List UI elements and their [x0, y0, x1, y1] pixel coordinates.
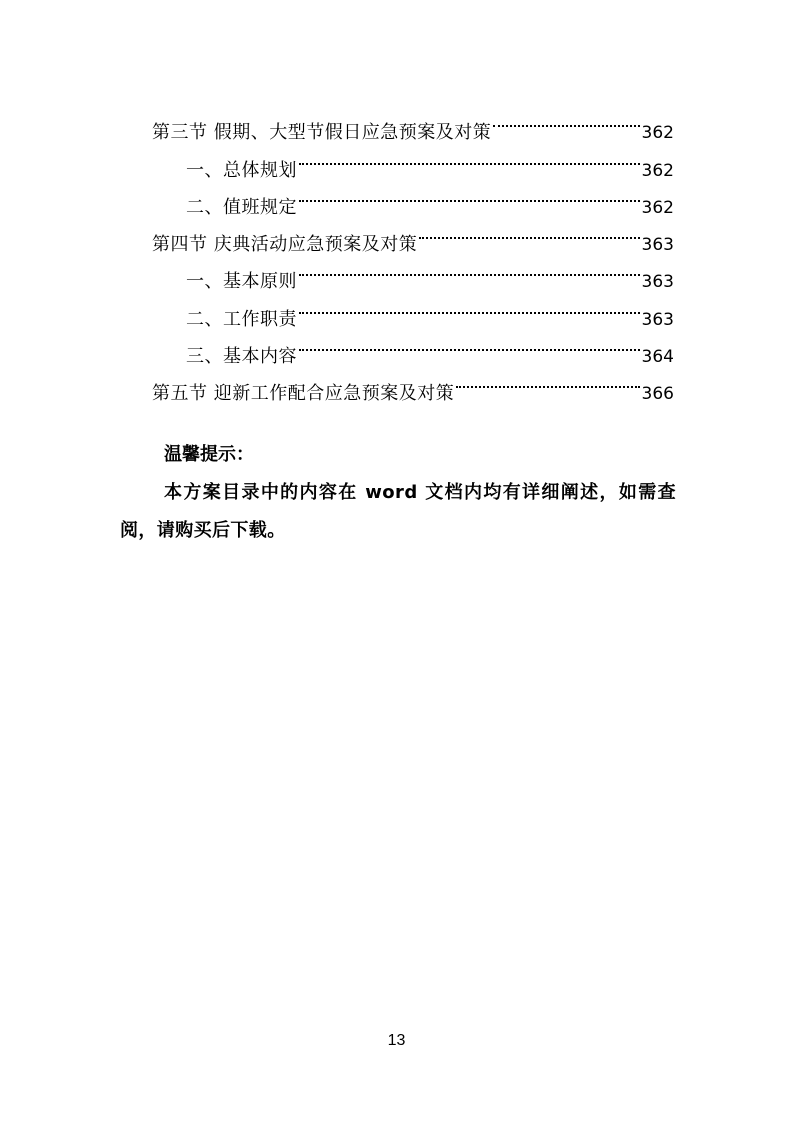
toc-dot-leader — [456, 362, 639, 399]
toc-dot-leader — [493, 101, 639, 138]
tip-body: 本方案目录中的内容在 word 文档内均有详细阐述，如需查阅，请购买后下载。 — [120, 482, 676, 541]
toc-dot-leader — [419, 213, 639, 250]
toc-entry-title: 二、工作职责 — [186, 308, 297, 330]
toc-entry[interactable] — [152, 101, 674, 144]
tip-section — [120, 436, 676, 550]
page-number: 13 — [387, 1032, 406, 1049]
toc-entry-page: 363 — [641, 235, 674, 256]
toc-entry-page: 366 — [641, 384, 674, 405]
toc-dot-leader — [299, 325, 640, 362]
toc-entry-page: 364 — [641, 347, 674, 368]
toc-entry-title: 三、基本内容 — [186, 346, 297, 368]
toc-entry-page: 362 — [641, 197, 674, 218]
toc-entry-page: 362 — [641, 160, 674, 181]
toc-dot-leader — [299, 176, 640, 213]
toc-entry-title: 第五节 迎新工作配合应急预案及对策 — [152, 383, 455, 405]
toc-entry-title: 一、总体规划 — [186, 159, 297, 181]
toc-dot-leader — [299, 287, 640, 324]
toc-entry-title: 二、值班规定 — [186, 196, 297, 218]
table-of-contents — [152, 101, 674, 405]
toc-entry-title: 第三节 假期、大型节假日应急预案及对策 — [152, 122, 492, 144]
toc-entry-page: 362 — [641, 123, 674, 144]
toc-dot-leader — [299, 250, 640, 287]
toc-entry-page: 363 — [641, 309, 674, 330]
toc-dot-leader — [299, 138, 640, 175]
tip-heading: 温馨提示： — [164, 444, 254, 465]
toc-entry-title: 第四节 庆典活动应急预案及对策 — [152, 234, 418, 256]
toc-entry-title: 一、基本原则 — [186, 271, 297, 293]
toc-entry-page: 363 — [641, 272, 674, 293]
